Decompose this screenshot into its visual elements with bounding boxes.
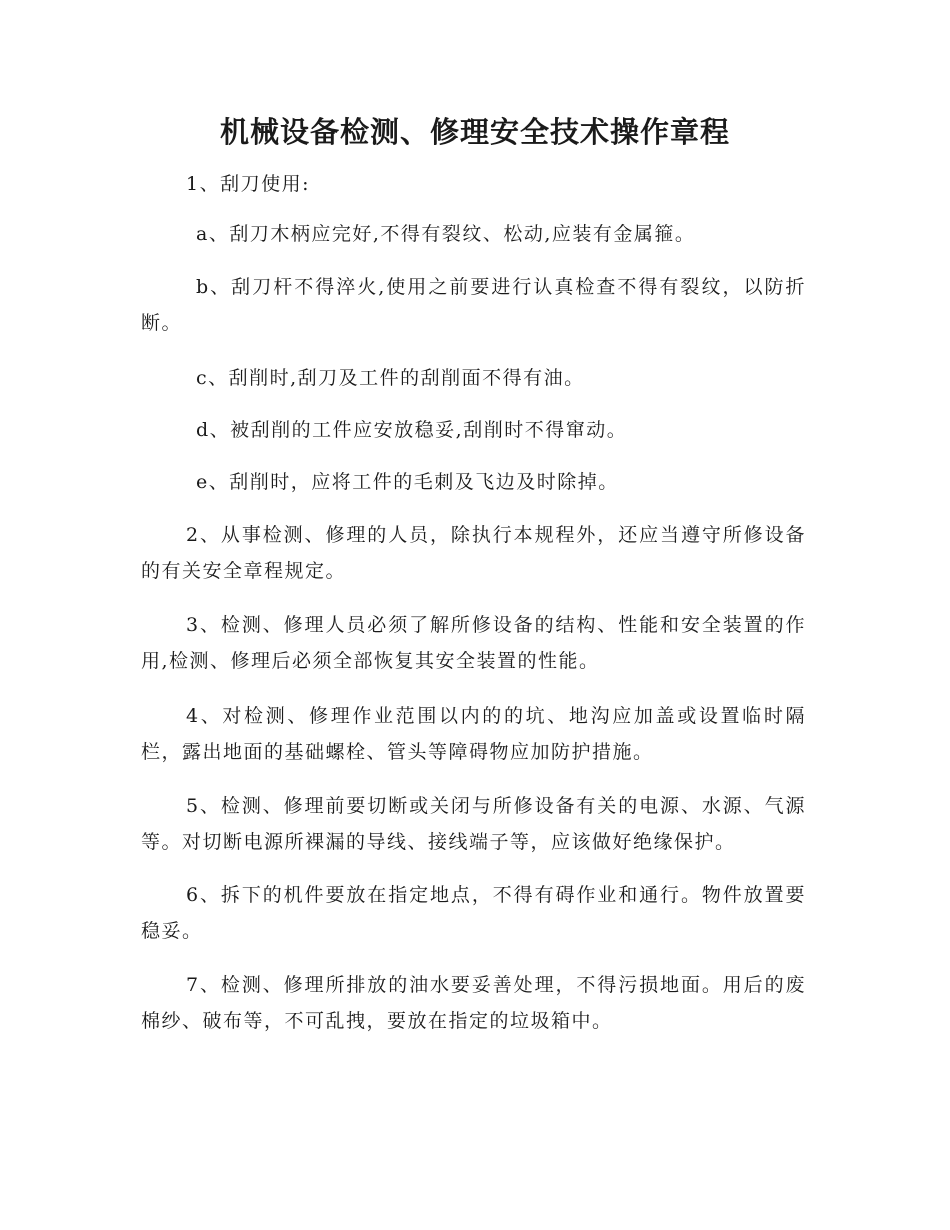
paragraph-2: 2、从事检测、修理的人员，除执行本规程外，还应当遵守所修设备的有关安全章程规定。: [141, 524, 806, 582]
paragraph-1a: a、刮刀木柄应完好,不得有裂纹、松动,应装有金属箍。: [196, 223, 696, 245]
paragraph-7: 7、检测、修理所排放的油水要妥善处理，不得污损地面。用后的废棉纱、破布等，不可乱拽，要放在指定的垃圾箱中。: [141, 974, 806, 1032]
paragraph-3: 3、检测、修理人员必须了解所修设备的结构、性能和安全装置的作用,检测、修理后必须全部恢复其安全装置的性能。: [141, 614, 806, 672]
paragraph-1c: c、刮削时,刮刀及工件的刮削面不得有油。: [196, 367, 585, 389]
paragraph-6: 6、拆下的机件要放在指定地点，不得有碍作业和通行。物件放置要稳妥。: [141, 884, 806, 942]
paragraph-1b: b、刮刀杆不得淬火,使用之前要进行认真检查不得有裂纹，以防折断。: [141, 276, 806, 334]
paragraph-1e: e、刮削时，应将工件的毛刺及飞边及时除掉。: [196, 471, 619, 493]
paragraph-5: 5、检测、修理前要切断或关闭与所修设备有关的电源、水源、气源等。对切断电源所裸漏的导线、接线端子等，应该做好绝缘保护。: [141, 795, 806, 853]
document-title: 机械设备检测、修理安全技术操作章程: [219, 115, 730, 149]
paragraph-1: 1、刮刀使用:: [186, 173, 310, 195]
paragraph-1d: d、被刮削的工件应安放稳妥,刮削时不得窜动。: [196, 419, 628, 441]
paragraph-4: 4、对检测、修理作业范围以内的的坑、地沟应加盖或设置临时隔栏，露出地面的基础螺栓、管头等障碍物应加防护措施。: [141, 705, 806, 763]
